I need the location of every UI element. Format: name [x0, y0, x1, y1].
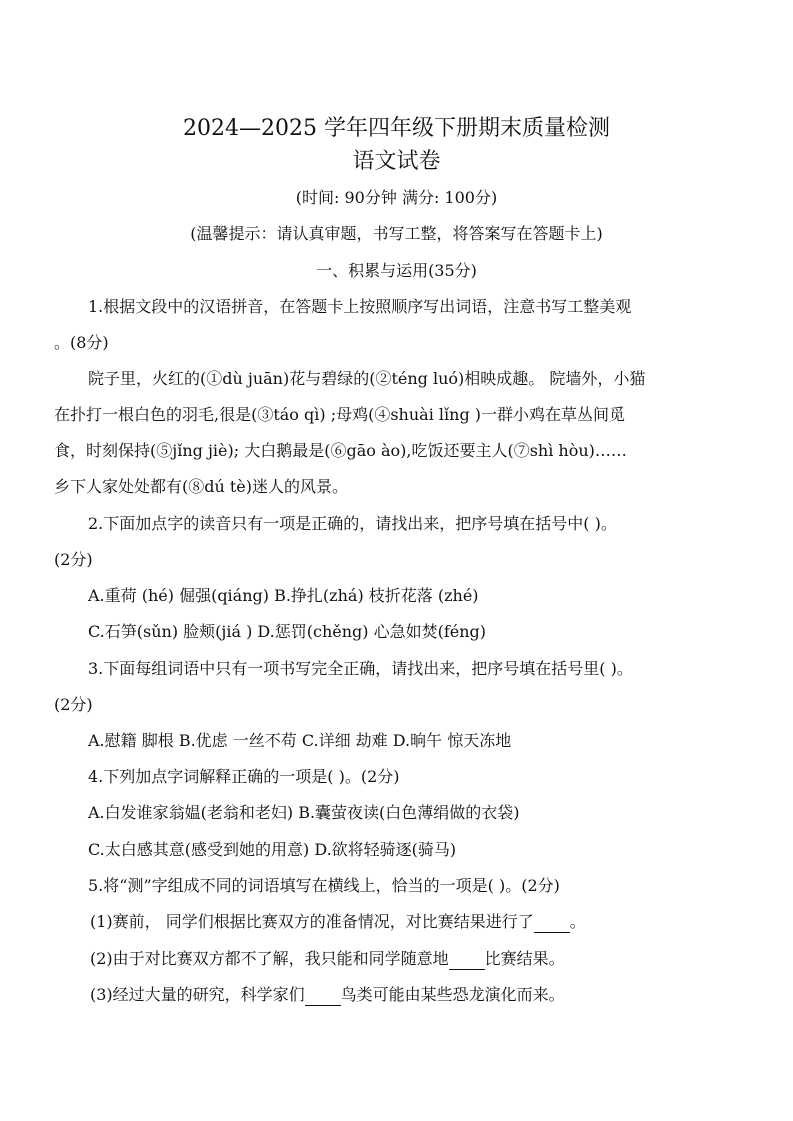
q1-paragraph-line3: 食，时刻保持(⑤jǐng jiè); 大白鹅最是(⑥gāo ào),吃饭还要主人(⑦shì hòu)…… [54, 441, 627, 460]
q5-item2-end: 比赛结果。 [484, 949, 565, 968]
exam-title: 2024—2025 学年四年级下册期末质量检测 [183, 116, 610, 141]
q4-options-line2: C.太白感其意(感受到她的用意) D.欲将轻骑逐(骑马) [88, 840, 457, 859]
tip-text: (温馨提示：请认真审题，书写工整，将答案写在答题卡上) [190, 224, 603, 243]
q5-item2-blank [449, 949, 485, 970]
q2-stem-line2: (2分) [54, 550, 93, 569]
q1-paragraph-line1: 院子里，火红的(①dù juān)花与碧绿的(②téng luó)相映成趣。 院墙外，小猫 [88, 369, 646, 388]
q1-paragraph-line2: 在扑打一根白色的羽毛,很是(③táo qì) ;母鸡(④shuài lǐng )一群小鸡在草丛间觅 [54, 405, 626, 424]
q5-item1-blank [534, 912, 570, 933]
section-heading: 一、积累与运用(35分) [316, 261, 477, 280]
q5-item1-text: (1)赛前， 同学们根据比赛双方的准备情况，对比赛结果进行了 [90, 912, 534, 931]
q5-item1-end: 。 [569, 912, 586, 931]
q2-options-line2: C.石笋(sǔn) 脸颊(jiá ) D.惩罚(chěng) 心急如焚(féng) [88, 622, 487, 641]
q4-options-line1: A.白发谁家翁媪(老翁和老妇) B.囊萤夜读(白色薄绢做的衣袋) [88, 803, 520, 822]
q2-stem-line1: 2.下面加点字的读音只有一项是正确的，请找出来，把序号填在括号中( )。 [88, 514, 617, 533]
q3-stem-line1: 3.下面每组词语中只有一项书写完全正确，请找出来，把序号填在括号里( )。 [88, 659, 633, 678]
q5-item2-text: (2)由于对比赛双方都不了解，我只能和同学随意地 [90, 949, 449, 968]
q1-stem-line2: 。(8分) [54, 333, 109, 352]
q1-paragraph-line4: 乡下人家处处都有(⑧dú tè)迷人的风景。 [54, 477, 349, 496]
q3-stem-line2: (2分) [54, 695, 93, 714]
q5-item3-end: 鸟类可能由某些恐龙演化而来。 [340, 985, 565, 1004]
q3-options-line1: A.慰籍 脚根 B.优虑 一丝不苟 C.详细 劫难 D.晌午 惊天冻地 [88, 731, 512, 750]
q5-item3-blank [305, 985, 341, 1006]
q5-item3 [90, 985, 565, 1006]
q1-stem-line1: 1.根据文段中的汉语拼音，在答题卡上按照顺序写出词语，注意书写工整美观 [88, 297, 632, 316]
q5-stem: 5.将“测”字组成不同的词语填写在横线上，恰当的一项是( )。(2分) [88, 876, 560, 895]
q2-options-line1: A.重荷 (hé) 倔强(qiáng) B.挣扎(zhá) 枝折花落 (zhé) [88, 586, 479, 605]
q5-item3-text: (3)经过大量的研究，科学家们 [90, 985, 305, 1004]
time-info: (时间: 90分钟 满分: 100分) [295, 188, 498, 207]
q5-item1 [90, 912, 586, 933]
q4-stem: 4.下列加点字词解释正确的一项是( )。(2分) [88, 767, 400, 786]
q5-item2 [90, 949, 565, 970]
exam-subtitle: 语文试卷 [352, 149, 441, 174]
